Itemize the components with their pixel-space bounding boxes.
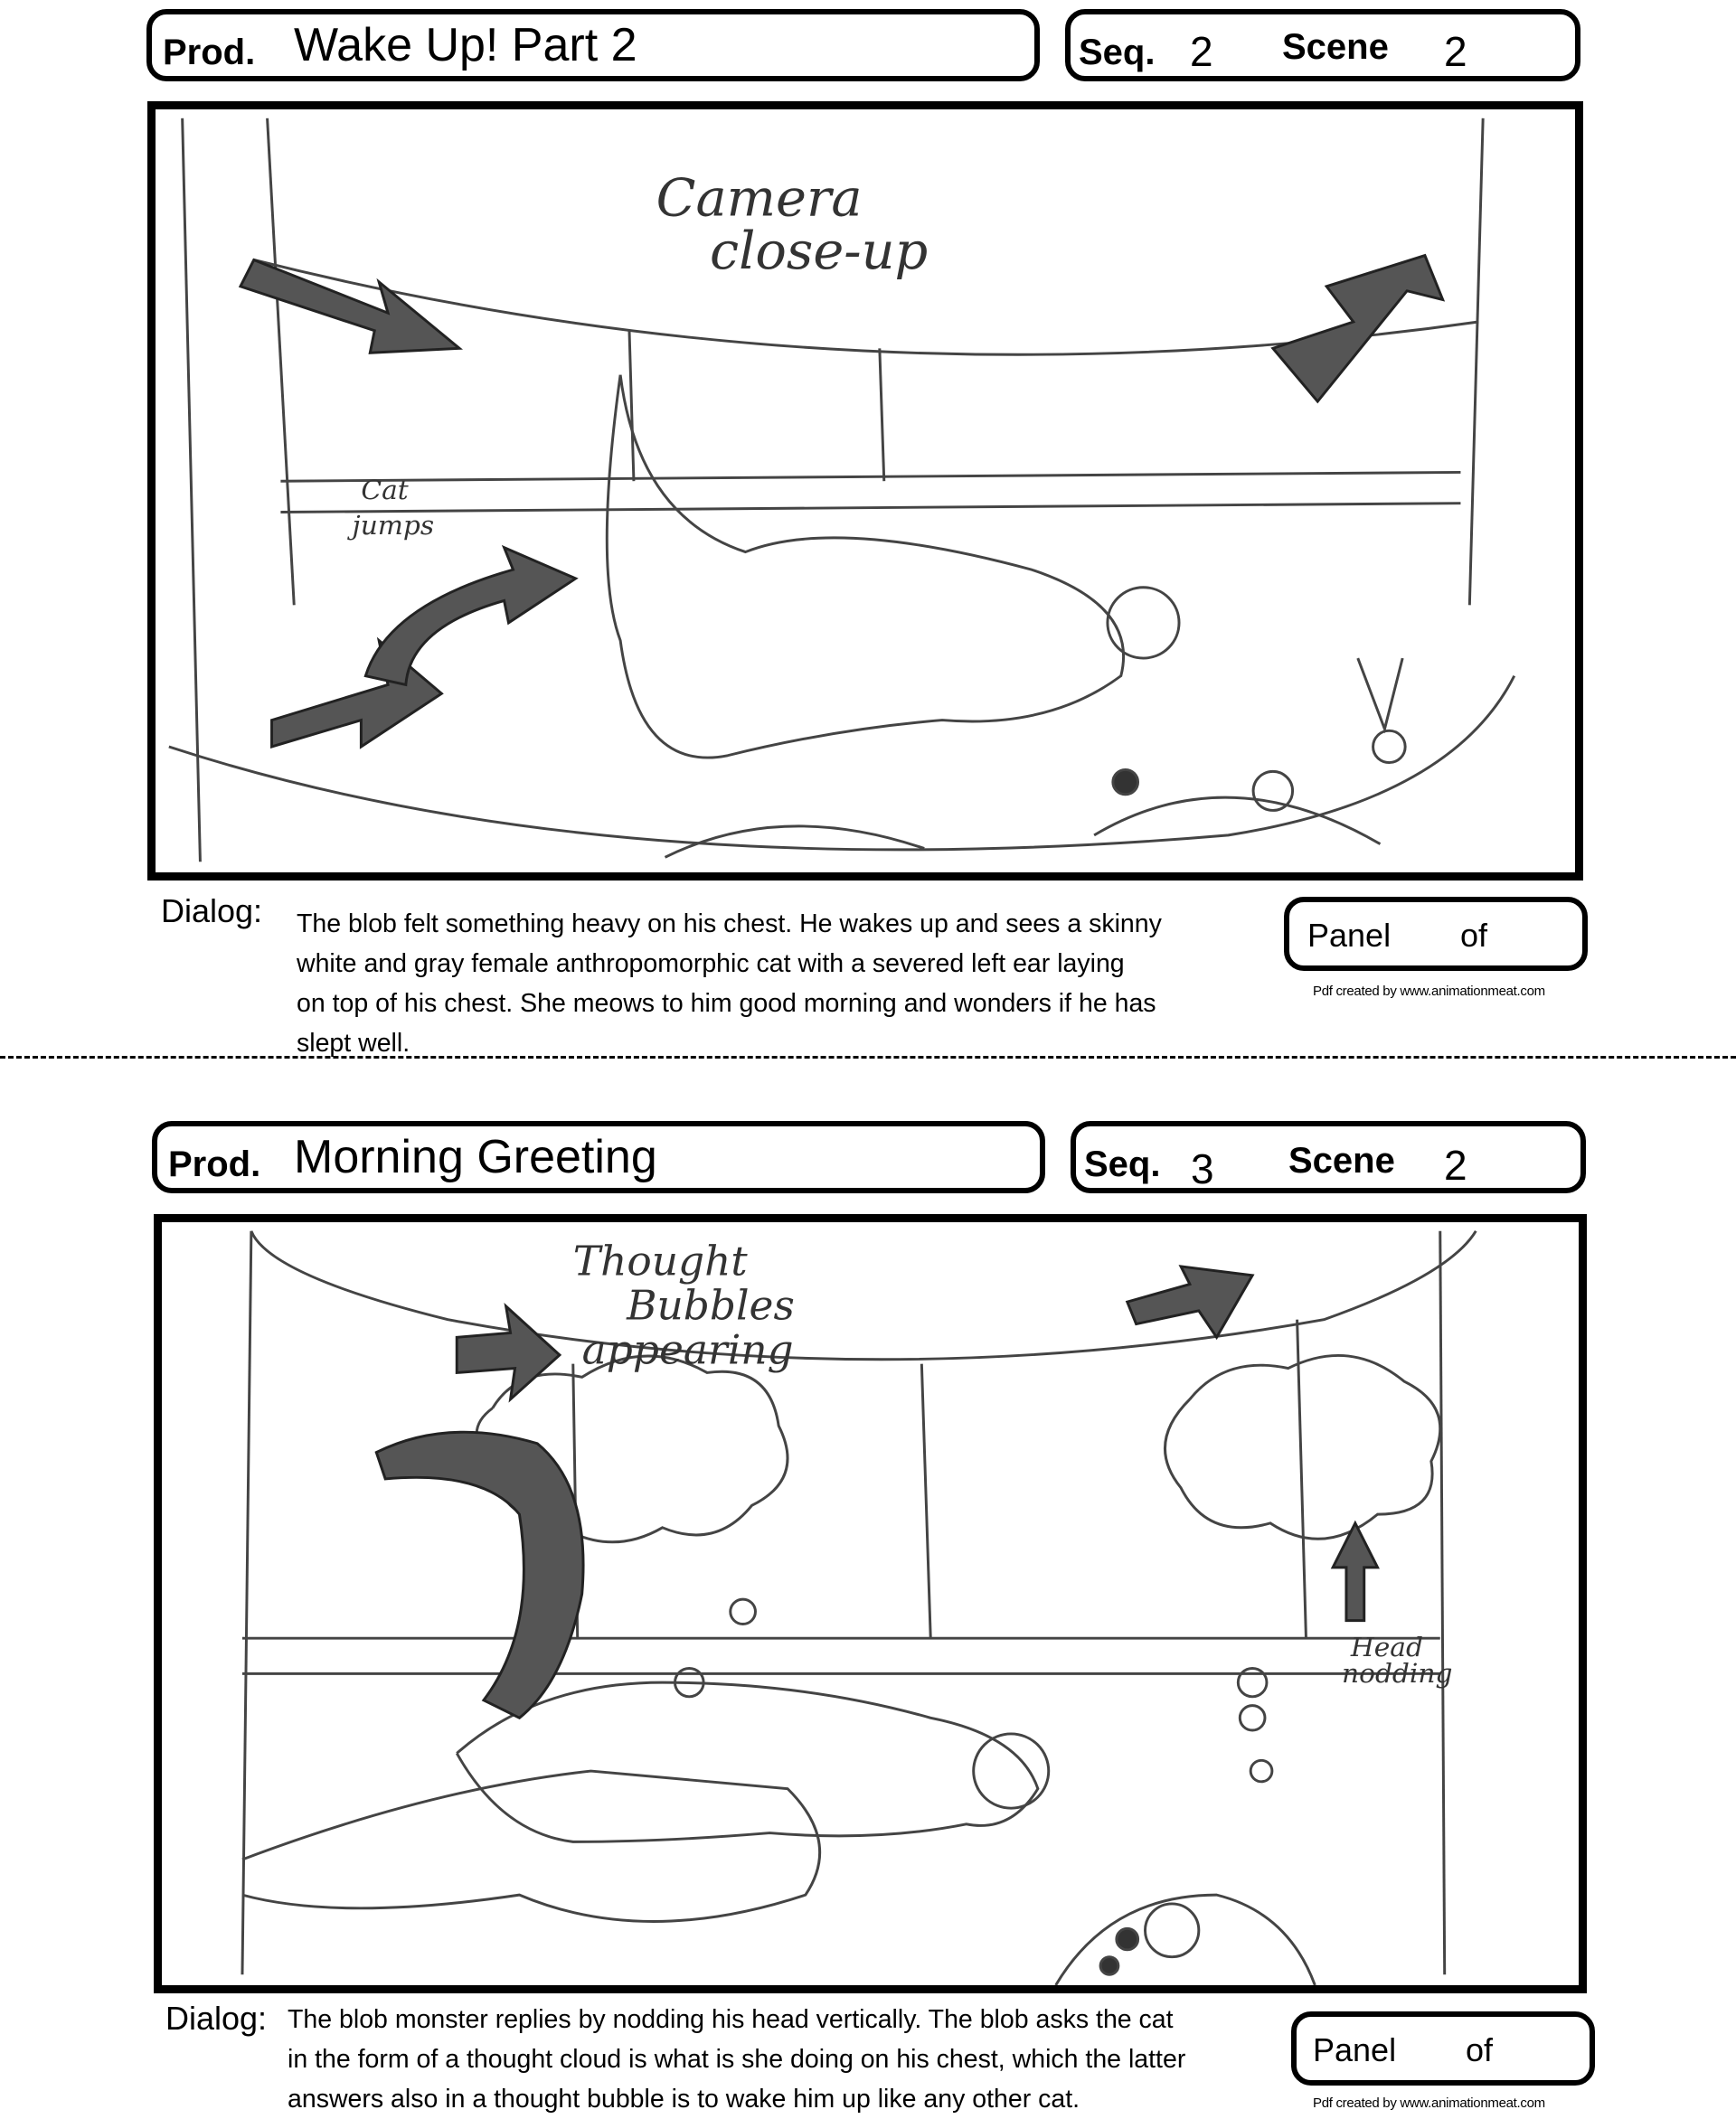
svg-text:Head: Head (1350, 1631, 1423, 1662)
panel-label: Panel (1313, 2031, 1397, 2068)
storyboard-sketch (156, 109, 1575, 872)
dialog-text (297, 904, 1255, 1063)
storyboard-frame (154, 1214, 1587, 1993)
dialog-line: answers also in a thought bubble is to wake him up like any other cat. (288, 2085, 1080, 2114)
dialog-line: slept well. (297, 1029, 410, 1058)
seq-value: 3 (1191, 1145, 1214, 1192)
storyboard-sketch (162, 1222, 1579, 1985)
seq-label: Seq. (1084, 1144, 1161, 1184)
of-label: of (1466, 2031, 1494, 2068)
svg-text:jumps: jumps (352, 510, 435, 541)
dialog-line: white and gray female anthropomorphic cat with a severed left ear laying (297, 949, 1125, 978)
scene-value: 2 (1444, 1142, 1467, 1189)
page-divider (0, 1056, 1736, 1059)
dialog-text (288, 2000, 1264, 2119)
production-title: Wake Up! Part 2 (294, 19, 637, 71)
dialog-line: The blob monster replies by nodding his head vertically. The blob asks the cat (288, 2005, 1174, 2034)
svg-text:appearing: appearing (581, 1325, 794, 1374)
dialog-label: Dialog: (161, 892, 263, 929)
dialog-line: on top of his chest. She meows to him good morning and wonders if he has (297, 989, 1156, 1018)
credit-text: Pdf created by www.animationmeat.com (1313, 2095, 1545, 2111)
production-title: Morning Greeting (294, 1131, 657, 1183)
storyboard-frame (147, 101, 1583, 881)
scene-value: 2 (1444, 28, 1467, 75)
svg-text:nodding: nodding (1342, 1658, 1453, 1690)
scene-label: Scene (1288, 1141, 1395, 1181)
svg-text:Bubbles: Bubbles (627, 1281, 795, 1330)
dialog-line: in the form of a thought cloud is what is she doing on his chest, which the latter (288, 2045, 1186, 2074)
scene-label: Scene (1282, 27, 1389, 67)
prod-label: Prod. (168, 1144, 261, 1184)
dialog-label: Dialog: (165, 2000, 268, 2037)
credit-text: Pdf created by www.animationmeat.com (1313, 984, 1545, 999)
seq-label: Seq. (1079, 33, 1156, 72)
dialog-line: The blob felt something heavy on his chest. He wakes up and sees a skinny (297, 909, 1162, 938)
seq-value: 2 (1190, 28, 1213, 75)
svg-text:close-up: close-up (709, 221, 929, 282)
prod-label: Prod. (163, 33, 256, 72)
panel-label: Panel (1307, 917, 1392, 954)
svg-text:Cat: Cat (361, 474, 409, 505)
of-label: of (1460, 917, 1488, 954)
svg-text:Camera: Camera (656, 168, 863, 229)
svg-text:Thought: Thought (572, 1237, 748, 1286)
